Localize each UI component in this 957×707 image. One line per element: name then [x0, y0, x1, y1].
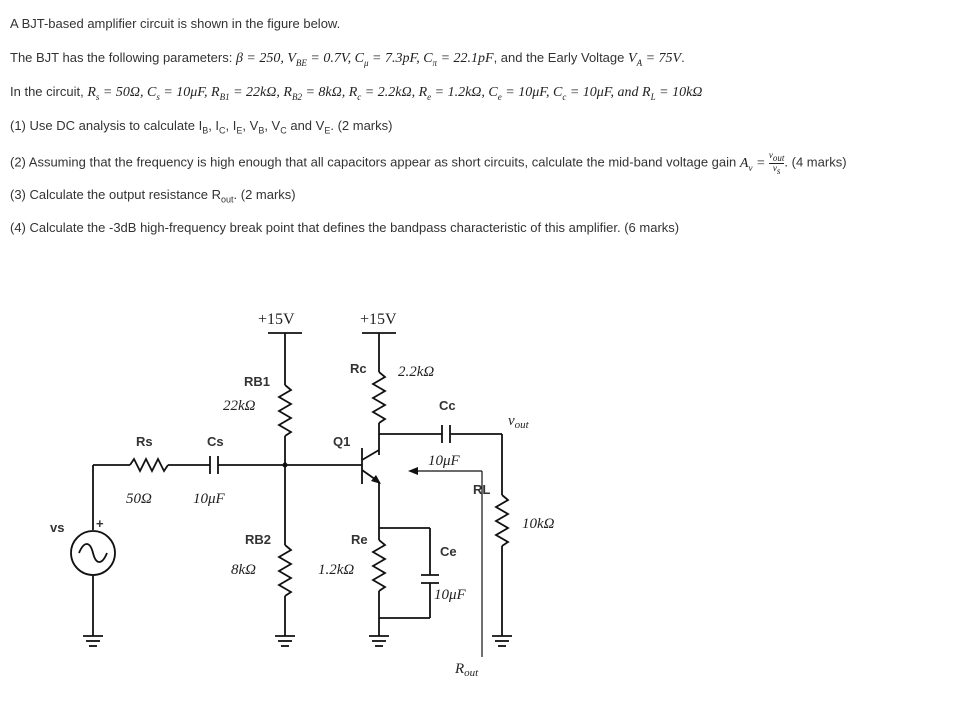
rb1-label: RB1	[244, 374, 271, 389]
rs-value: 50Ω	[126, 491, 152, 507]
rs-label: Rs	[136, 434, 153, 449]
cs-label: Cs	[207, 434, 224, 449]
rb1-value: 22kΩ	[223, 398, 256, 414]
q2-suffix: . (4 marks)	[784, 154, 847, 170]
vcc2-label: +15V	[360, 311, 397, 328]
vs-plus: +	[96, 516, 104, 531]
circuit-math: $R_s = 50\Omega$, $C_s = 10\mu F$, $R_{B1} = 22k\Omega$, $R_{B2} = 8k\Omega$, $R_c = 2.2k\Omega$, $R_e = 1.2k\Omega$, $C_e = 10\mu F$, $C_c = 10\mu F$, and $R_L = 10k\Omega$	[87, 85, 703, 102]
ce-value: 10μF	[434, 587, 466, 603]
rl-label: RL	[473, 482, 491, 497]
rs-resistor	[130, 459, 168, 471]
rb2-value: 8kΩ	[231, 562, 257, 578]
re-label: Re	[351, 532, 368, 547]
intro-text: A BJT-based amplifier circuit is shown in the figure below.	[10, 16, 341, 31]
cs-value: 10μF	[193, 491, 225, 507]
q2-prefix: (2) Assuming that the frequency is high enough that all capacitors appear as short circuits, calculate the mid-band voltage gain	[10, 154, 740, 170]
rb2-resistor	[279, 545, 291, 596]
vs-label: vs	[50, 520, 65, 535]
rb1-resistor	[279, 385, 291, 436]
rout-arrow-head	[408, 467, 418, 475]
ground-symbol-rl	[492, 636, 512, 646]
params-end: .	[681, 50, 685, 65]
re-value: 1.2kΩ	[318, 562, 355, 578]
rb2-label: RB2	[245, 532, 272, 547]
vout-label: $v_{out}$	[508, 413, 529, 431]
rl-resistor	[496, 495, 508, 546]
cc-value: 10μF	[428, 453, 460, 469]
params-mid: , and the Early Voltage	[493, 50, 628, 65]
question-3: (3) Calculate the output resistance $R_{out}$. (2 marks)	[10, 187, 296, 205]
circuit-prefix: In the circuit,	[10, 84, 88, 99]
ground-symbol-rb2	[275, 636, 295, 646]
ce-label: Ce	[440, 544, 457, 559]
params-math: β = 250, $V_{BE} = 0.7V$, $C_\mu = 7.3pF$, $C_\pi = 22.1pF$	[235, 51, 494, 68]
re-resistor	[373, 540, 385, 591]
rc-value: 2.2kΩ	[398, 364, 435, 380]
rc-resistor	[373, 372, 385, 423]
cc-label: Cc	[439, 398, 456, 413]
rc-label: Rc	[350, 361, 367, 376]
question-4: (4) Calculate the -3dB high-frequency break point that defines the bandpass characteristic of this amplifier. (6 marks)	[10, 220, 680, 235]
rout-label: $R_{out}$	[455, 661, 479, 679]
params-math2: $V_A = 75V$	[628, 51, 682, 68]
q1-collector-leg	[362, 450, 379, 460]
rl-value: 10kΩ	[522, 516, 555, 532]
ground-symbol-re	[369, 636, 389, 646]
q2-math: $A_v$ = $v_{out}$ $v_s$	[739, 150, 785, 176]
vcc1-label: +15V	[258, 311, 295, 328]
vs-sine	[79, 544, 107, 562]
ground-symbol-vs	[83, 636, 103, 646]
question-1: (1) Use DC analysis to calculate $I_B$, $I_C$, $I_E$, $V_B$, $V_C$ and $V_E$. (2 marks)	[10, 118, 393, 136]
params-prefix: The BJT has the following parameters:	[10, 50, 236, 65]
q1-label: Q1	[333, 434, 351, 449]
